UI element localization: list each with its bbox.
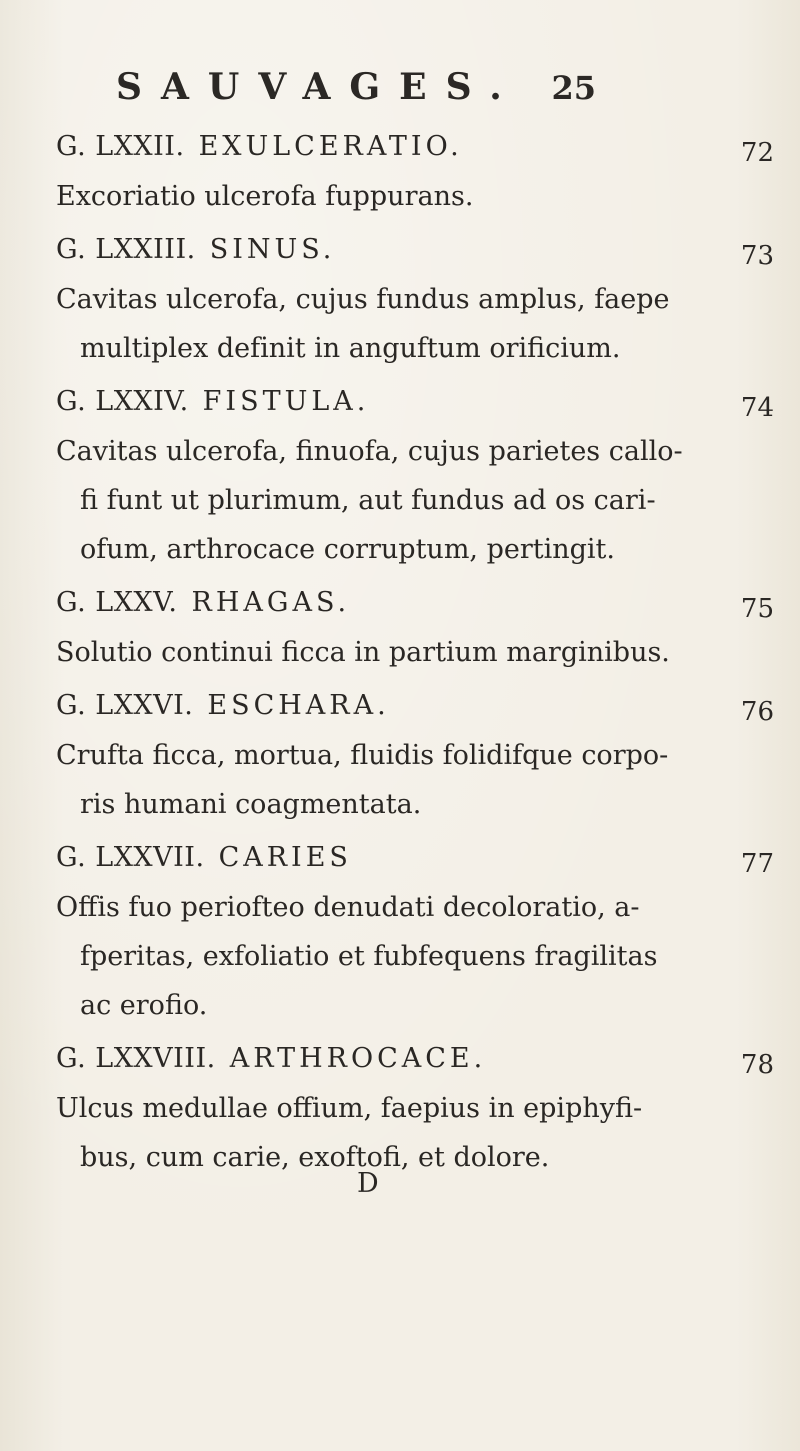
genus-number: 73 bbox=[740, 241, 774, 271]
genus-name: RHAGAS. bbox=[191, 587, 351, 618]
genus-code: G. LXXVI. bbox=[56, 690, 194, 721]
definition-line: multiplex defi̇nit in anguftum orificium. bbox=[80, 333, 621, 364]
genus-entry-caries bbox=[56, 833, 776, 1030]
entry-heading bbox=[56, 225, 776, 275]
definition-line: ofum, arthrocace corruptum, pertingit. bbox=[80, 534, 615, 565]
entry-heading bbox=[56, 681, 776, 731]
genus-definition bbox=[56, 1084, 720, 1182]
entry-heading bbox=[56, 122, 776, 172]
genus-number: 72 bbox=[740, 138, 774, 168]
genus-code: G. LXXV. bbox=[56, 587, 178, 618]
genus-entries bbox=[56, 122, 776, 1186]
genus-name: EXULCERATIO. bbox=[198, 131, 463, 162]
genus-number: 77 bbox=[740, 849, 774, 879]
entry-heading bbox=[56, 833, 776, 883]
genus-number: 78 bbox=[740, 1050, 774, 1080]
genus-definition bbox=[56, 883, 720, 1030]
genus-number: 75 bbox=[740, 594, 774, 624]
genus-number: 74 bbox=[740, 393, 774, 423]
definition-line: Ulcus medullae offium, faepius in epiphyfi- bbox=[56, 1093, 643, 1124]
definition-line: Cavitas ulcerofa, finuofa, cujus parietes callo- bbox=[56, 436, 683, 467]
definition-line: Excoriatio ulcerofa fuppurans. bbox=[56, 181, 474, 212]
genus-code: G. LXXIII. bbox=[56, 234, 196, 265]
entry-heading bbox=[56, 1034, 776, 1084]
genus-definition bbox=[56, 628, 720, 677]
genus-entry-exulceratio bbox=[56, 122, 776, 221]
genus-code: G. LXXII. bbox=[56, 131, 185, 162]
running-head-title: SAUVAGES. bbox=[116, 66, 521, 108]
definition-line: fperitas, exfoliatio et fubfequens fragilitas bbox=[80, 941, 658, 972]
entry-heading bbox=[56, 377, 776, 427]
definition-line: Solutio continui ficca in partium marginibus. bbox=[56, 637, 670, 668]
running-head bbox=[116, 66, 596, 108]
genus-definition bbox=[56, 427, 720, 574]
entry-heading bbox=[56, 578, 776, 628]
definition-line: Offis fuo periofteo denudati decoloratio, a- bbox=[56, 892, 640, 923]
genus-entry-arthrocace bbox=[56, 1034, 776, 1182]
page-number: 25 bbox=[551, 69, 596, 107]
genus-entry-eschara bbox=[56, 681, 776, 829]
definition-line: ac erofio. bbox=[80, 990, 208, 1021]
genus-number: 76 bbox=[740, 697, 774, 727]
definition-line: bus, cum carie, exoftofi, et dolore. bbox=[80, 1142, 550, 1173]
genus-definition bbox=[56, 172, 720, 221]
genus-entry-rhagas bbox=[56, 578, 776, 677]
genus-name: ESCHARA. bbox=[207, 690, 390, 721]
genus-code: G. LXXVIII. bbox=[56, 1043, 216, 1074]
definition-line: fi funt ut plurimum, aut fundus ad os cari- bbox=[80, 485, 656, 516]
signature-mark: D bbox=[357, 1168, 379, 1199]
genus-name: SINUS. bbox=[209, 234, 336, 265]
genus-name: ARTHROCACE. bbox=[229, 1043, 487, 1074]
definition-line: Cavitas ulcerofa, cujus fundus amplus, faepe bbox=[56, 284, 670, 315]
definition-line: Crufta ficca, mortua, fluidis folidifque corpo- bbox=[56, 740, 669, 771]
genus-definition bbox=[56, 731, 720, 829]
definition-line: ris humani coagmentata. bbox=[80, 789, 422, 820]
genus-name: CARIES bbox=[218, 842, 352, 873]
genus-code: G. LXXIV. bbox=[56, 386, 189, 417]
genus-definition bbox=[56, 275, 720, 373]
genus-code: G. LXXVII. bbox=[56, 842, 205, 873]
genus-name: FISTULA. bbox=[202, 386, 370, 417]
genus-entry-sinus bbox=[56, 225, 776, 373]
genus-entry-fistula bbox=[56, 377, 776, 574]
